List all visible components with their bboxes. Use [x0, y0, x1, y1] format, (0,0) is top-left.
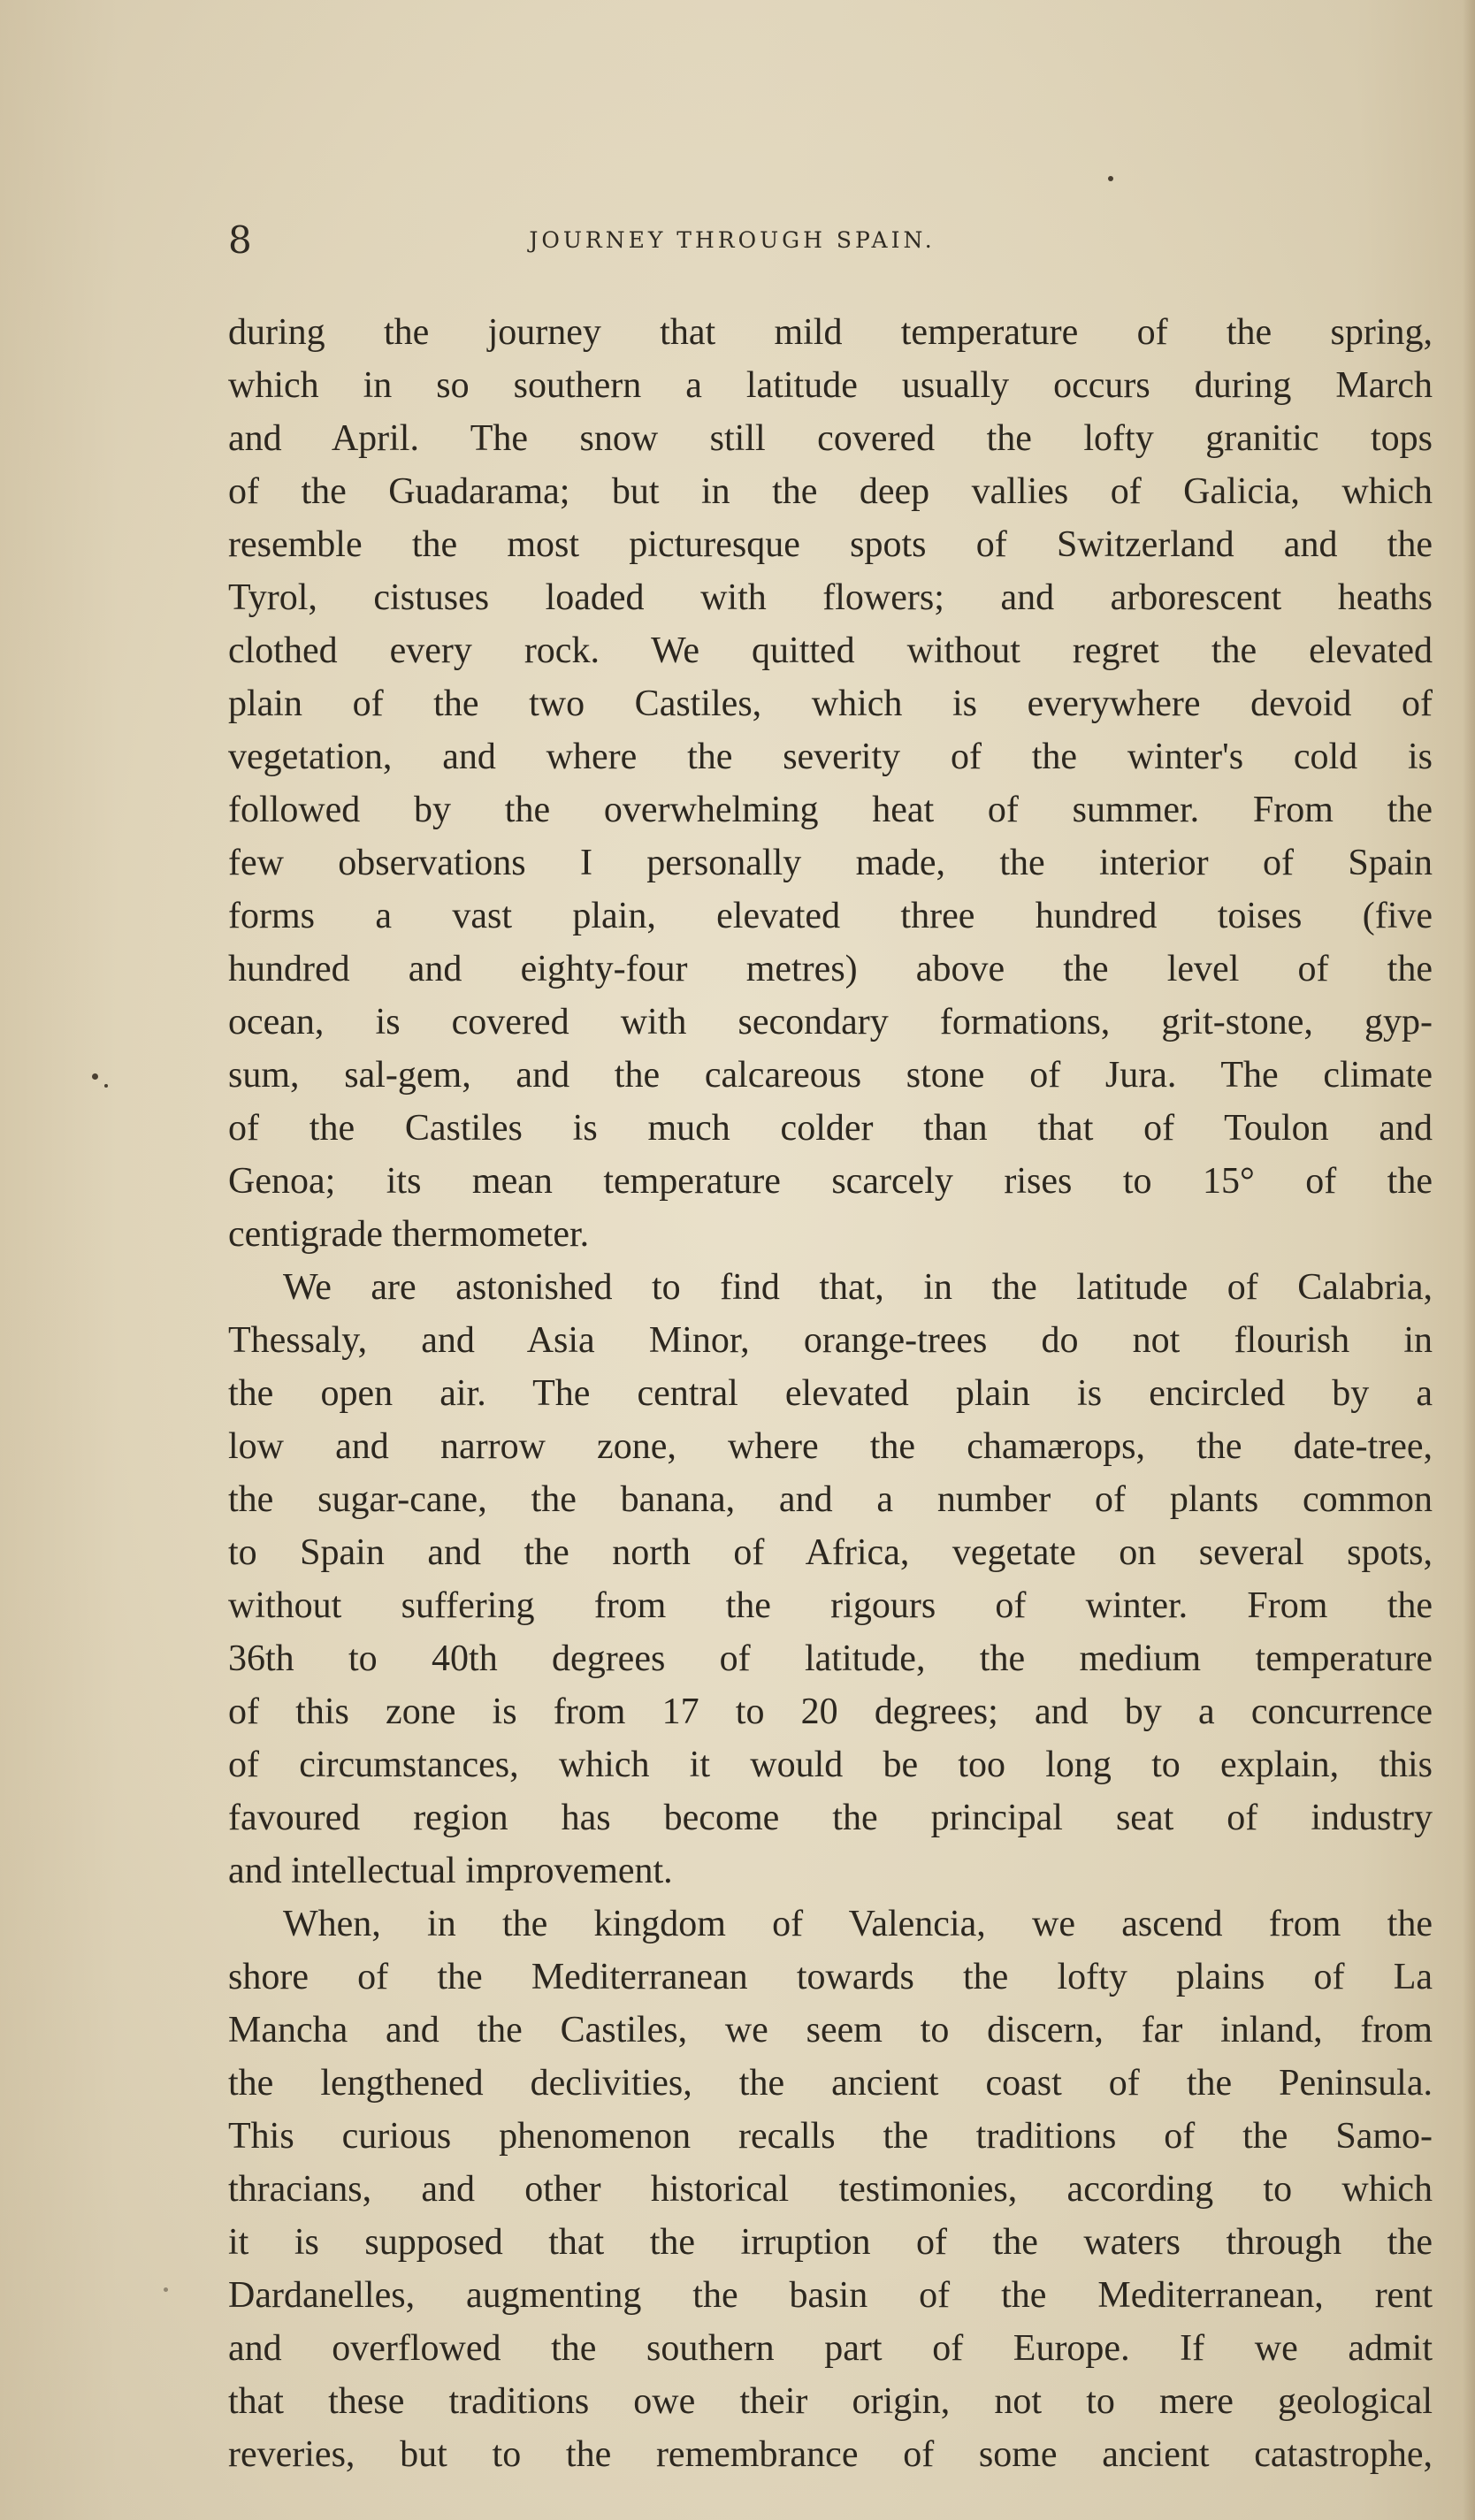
text-line: This curious phenomenon recalls the traditions of the Samo- — [228, 2116, 1433, 2157]
text-line: vegetation, and where the severity of the winter's cold is — [228, 737, 1433, 777]
paragraph — [228, 306, 1433, 1261]
text-line: the lengthened declivities, the ancient coast of the Peninsula. — [228, 2063, 1433, 2104]
text-line: of circumstances, which it would be too long to explain, this — [228, 1745, 1433, 1785]
text-line: hundred and eighty-four metres) above the level of the — [228, 949, 1433, 989]
text-line: the open air. The central elevated plain is encircled by a — [228, 1373, 1433, 1414]
paper-speck — [164, 2287, 168, 2292]
text-line: shore of the Mediterranean towards the lofty plains of La — [228, 1957, 1433, 1997]
text-line: that these traditions owe their origin, not to mere geological — [228, 2381, 1433, 2422]
text-line: of this zone is from 17 to 20 degrees; and by a concurrence — [228, 1691, 1433, 1732]
paper-speck — [92, 1073, 98, 1080]
paper-speck — [104, 1084, 108, 1088]
text-line: ocean, is covered with secondary formations, grit-stone, gyp- — [228, 1002, 1433, 1042]
text-line: sum, sal-gem, and the calcareous stone of Jura. The climate — [228, 1055, 1433, 1096]
text-line: Genoa; its mean temperature scarcely rises to 15° of the — [228, 1161, 1433, 1202]
text-line: clothed every rock. We quitted without regret the elevated — [228, 630, 1433, 671]
text-line: it is supposed that the irruption of the waters through the — [228, 2222, 1433, 2263]
text-line: reveries, but to the remembrance of some ancient catastrophe, — [228, 2434, 1433, 2475]
text-line: resemble the most picturesque spots of Switzerland and the — [228, 524, 1433, 565]
text-line: without suffering from the rigours of winter. From the — [228, 1585, 1433, 1626]
text-line: the sugar-cane, the banana, and a number of plants common — [228, 1479, 1433, 1520]
text-line: Mancha and the Castiles, we seem to discern, far inland, from — [228, 2010, 1433, 2050]
text-line: and April. The snow still covered the lofty granitic tops — [228, 418, 1433, 459]
text-line: When, in the kingdom of Valencia, we ascend from the — [283, 1904, 1433, 1944]
text-line: We are astonished to find that, in the latitude of Calabria, — [283, 1267, 1433, 1308]
text-line: of the Guadarama; but in the deep vallies of Galicia, which — [228, 471, 1433, 512]
text-line: few observations I personally made, the interior of Spain — [228, 843, 1433, 883]
text-line: to Spain and the north of Africa, vegetate on several spots, — [228, 1532, 1433, 1573]
text-line: Thessaly, and Asia Minor, orange-trees do not flourish in — [228, 1320, 1433, 1361]
paragraph — [228, 1261, 1433, 1898]
text-line: Dardanelles, augmenting the basin of the Mediterranean, rent — [228, 2275, 1433, 2316]
text-line: 36th to 40th degrees of latitude, the medium temperature — [228, 1638, 1433, 1679]
text-line: Tyrol, cistuses loaded with flowers; and arborescent heaths — [228, 577, 1433, 618]
page-edge-shadow — [1463, 0, 1475, 2520]
page-number: 8 — [228, 218, 252, 262]
body-text — [228, 306, 1433, 2481]
paper-speck — [1108, 176, 1113, 181]
running-head: JOURNEY THROUGH SPAIN. — [529, 227, 936, 253]
text-line: favoured region has become the principal seat of industry — [228, 1798, 1433, 1838]
text-line: followed by the overwhelming heat of summer. From the — [228, 790, 1433, 830]
text-line: during the journey that mild temperature of the spring, — [228, 312, 1433, 353]
text-line: thracians, and other historical testimonies, according to which — [228, 2169, 1433, 2210]
text-line: which in so southern a latitude usually occurs during March — [228, 365, 1433, 406]
text-line: plain of the two Castiles, which is everywhere devoid of — [228, 683, 1433, 724]
text-line: centigrade thermometer. — [228, 1214, 590, 1255]
text-line: and intellectual improvement. — [228, 1851, 673, 1891]
text-line: of the Castiles is much colder than that of Toulon and — [228, 1108, 1433, 1149]
paragraph — [228, 1898, 1433, 2481]
text-line: low and narrow zone, where the chamærops, the date-tree, — [228, 1426, 1433, 1467]
text-line: forms a vast plain, elevated three hundred toises (five — [228, 896, 1433, 936]
page-header — [228, 214, 1433, 267]
text-line: and overflowed the southern part of Europe. If we admit — [228, 2328, 1433, 2369]
